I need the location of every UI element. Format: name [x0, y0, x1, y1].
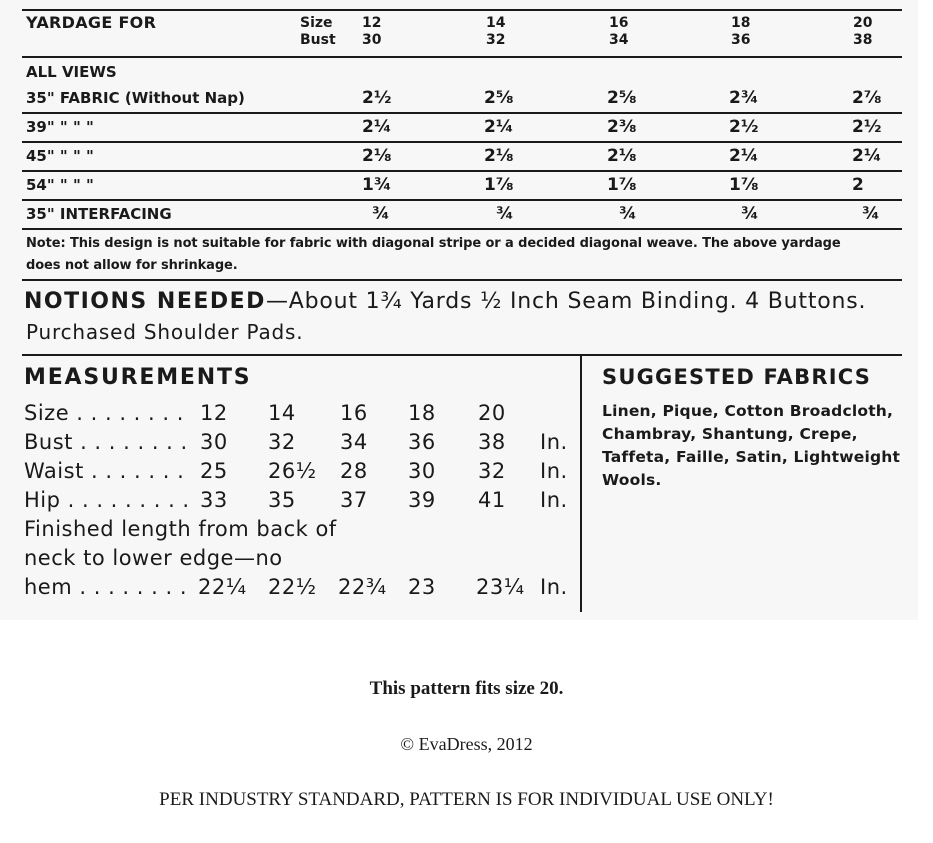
copyright-note: © EvaDress, 2012: [400, 734, 533, 754]
meas-unit: In.: [540, 575, 568, 599]
yardage-cell: 1⅞: [484, 175, 514, 195]
notions-line-1: [24, 289, 866, 314]
notions-text: —About 1¾ Yards ½ Inch Seam Binding. 4 Buttons.: [265, 289, 867, 314]
note-rule: [22, 279, 902, 281]
meas-label-hem: hem . . . . . . . .: [24, 575, 187, 599]
fits-size-note: This pattern fits size 20.: [369, 678, 564, 699]
row-rule: [22, 199, 902, 201]
yardage-cell: 2: [852, 175, 864, 195]
notions-heading: NOTIONS NEEDED: [24, 289, 266, 314]
col-size-16: 16: [609, 15, 629, 31]
row-label-interfacing: 35" INTERFACING: [26, 205, 172, 223]
meas-cell: 12: [200, 401, 228, 425]
meas-cell: 33: [200, 488, 228, 512]
meas-cell: 36: [408, 430, 436, 454]
yardage-cell: 2¼: [362, 117, 392, 137]
notions-line-2: Purchased Shoulder Pads.: [26, 320, 304, 344]
suggested-fabrics-line: Linen, Pique, Cotton Broadcloth,: [602, 402, 894, 420]
col-size-12: 12: [362, 15, 382, 31]
yardage-cell: 2⅜: [607, 117, 637, 137]
yardage-note-line-2: does not allow for shrinkage.: [26, 258, 238, 273]
meas-label-waist: Waist . . . . . . .: [24, 459, 185, 483]
meas-cell: 22¾: [338, 575, 387, 599]
yardage-cell: 2¾: [729, 88, 759, 108]
meas-cell: 37: [340, 488, 368, 512]
meas-cell: 22½: [268, 575, 317, 599]
col-bust-38: 38: [853, 32, 873, 48]
meas-label-hip: Hip . . . . . . . . .: [24, 488, 190, 512]
meas-cell: 28: [340, 459, 368, 483]
bust-label: Bust: [300, 32, 336, 48]
yardage-cell: 1⅞: [729, 175, 759, 195]
suggested-fabrics-line: Taffeta, Faille, Satin, Lightweight: [602, 448, 901, 466]
yardage-cell: 2½: [852, 117, 882, 137]
meas-cell: 34: [340, 430, 368, 454]
row-rule: [22, 170, 902, 172]
yardage-title: YARDAGE FOR: [26, 13, 157, 32]
meas-cell: 26½: [268, 459, 317, 483]
meas-cell: 30: [200, 430, 228, 454]
meas-cell: 38: [478, 430, 506, 454]
yardage-cell: 2⅛: [607, 146, 637, 166]
yardage-cell: 2¼: [729, 146, 759, 166]
yardage-cell: 2¼: [484, 117, 514, 137]
meas-cell: 35: [268, 488, 296, 512]
suggested-fabrics-line: Chambray, Shantung, Crepe,: [602, 425, 858, 443]
col-bust-34: 34: [609, 32, 629, 48]
yardage-cell: ¾: [741, 204, 759, 224]
suggested-fabrics-line: Wools.: [602, 471, 662, 489]
meas-cell: 18: [408, 401, 436, 425]
col-size-20: 20: [853, 15, 873, 31]
yardage-cell: 2¼: [852, 146, 882, 166]
yardage-cell: ¾: [372, 204, 390, 224]
col-bust-30: 30: [362, 32, 382, 48]
yardage-cell: 2⅞: [852, 88, 882, 108]
row-rule: [22, 228, 902, 230]
meas-cell: 32: [478, 459, 506, 483]
length-text-line-2: neck to lower edge—no: [24, 546, 283, 570]
size-label: Size: [300, 15, 333, 31]
measurements-heading: MEASUREMENTS: [24, 365, 252, 390]
yardage-cell: 2⅝: [607, 88, 637, 108]
meas-cell: 16: [340, 401, 368, 425]
col-bust-36: 36: [731, 32, 751, 48]
yardage-cell: 2⅝: [484, 88, 514, 108]
meas-cell: 23: [408, 575, 436, 599]
yardage-cell: 2½: [729, 117, 759, 137]
meas-cell: 23¼: [476, 575, 525, 599]
yardage-note-line-1: Note: This design is not suitable for fabric with diagonal stripe or a decided diagonal weave. The above yardage: [26, 236, 841, 251]
meas-cell: 14: [268, 401, 296, 425]
meas-cell: 32: [268, 430, 296, 454]
notions-rule: [22, 354, 902, 356]
meas-unit: In.: [540, 430, 568, 454]
meas-cell: 41: [478, 488, 506, 512]
meas-label-size: Size . . . . . . . .: [24, 401, 184, 425]
yardage-cell: ¾: [619, 204, 637, 224]
col-size-14: 14: [486, 15, 506, 31]
meas-cell: 20: [478, 401, 506, 425]
meas-label-bust: Bust . . . . . . . .: [24, 430, 188, 454]
yardage-cell: ¾: [496, 204, 514, 224]
row-rule: [22, 141, 902, 143]
meas-cell: 25: [200, 459, 228, 483]
yardage-cell: 1¾: [362, 175, 392, 195]
yardage-cell: 2½: [362, 88, 392, 108]
col-bust-32: 32: [486, 32, 506, 48]
meas-cell: 39: [408, 488, 436, 512]
meas-unit: In.: [540, 488, 568, 512]
length-text-line-1: Finished length from back of: [24, 517, 337, 541]
yardage-cell: 1⅞: [607, 175, 637, 195]
row-rule: [22, 112, 902, 114]
yardage-cell: ¾: [862, 204, 880, 224]
meas-cell: 22¼: [198, 575, 247, 599]
meas-unit: In.: [540, 459, 568, 483]
column-divider: [580, 356, 582, 612]
usage-warning: PER INDUSTRY STANDARD, PATTERN IS FOR INDIVIDUAL USE ONLY!: [159, 789, 774, 810]
row-label-39: 39" " " ": [26, 118, 94, 136]
all-views-label: ALL VIEWS: [26, 63, 117, 81]
meas-cell: 30: [408, 459, 436, 483]
row-label-35-fabric: 35" FABRIC (Without Nap): [26, 89, 245, 107]
col-size-18: 18: [731, 15, 751, 31]
header-rule: [22, 56, 902, 58]
suggested-fabrics-heading: SUGGESTED FABRICS: [602, 365, 872, 389]
yardage-cell: 2⅛: [362, 146, 392, 166]
yardage-cell: 2⅛: [484, 146, 514, 166]
row-label-45: 45" " " ": [26, 147, 94, 165]
top-rule: [22, 9, 902, 11]
row-label-54: 54" " " ": [26, 176, 94, 194]
